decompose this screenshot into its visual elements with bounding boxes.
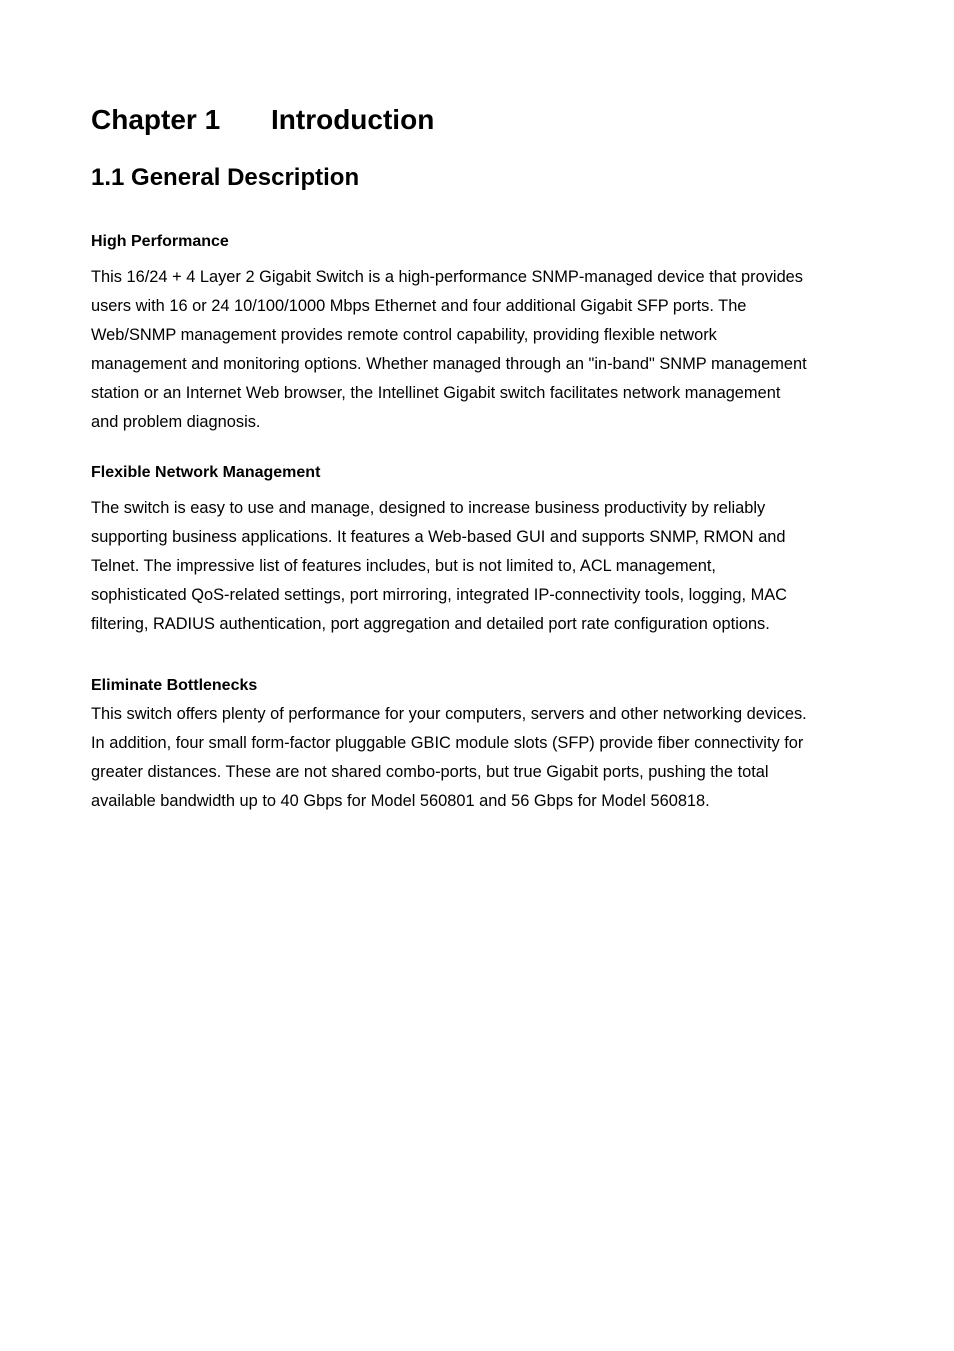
paragraph-line: and problem diagnosis.	[91, 413, 261, 431]
paragraph-line: users with 16 or 24 10/100/1000 Mbps Ethernet and four additional Gigabit SFP ports. The	[91, 297, 747, 315]
paragraph-line: In addition, four small form-factor pluggable GBIC module slots (SFP) provide fiber connectivity for	[91, 734, 804, 752]
paragraph-flexible-network-management	[91, 494, 866, 639]
paragraph-line: supporting business applications. It features a Web-based GUI and supports SNMP, RMON and	[91, 528, 786, 546]
chapter-title	[91, 102, 434, 138]
section-title: 1.1 General Description	[91, 164, 360, 191]
paragraph-line: management and monitoring options. Whether managed through an "in-band" SNMP management	[91, 355, 807, 373]
paragraph-line: filtering, RADIUS authentication, port aggregation and detailed port rate configuration options.	[91, 615, 770, 633]
paragraph-line: greater distances. These are not shared combo-ports, but true Gigabit ports, pushing the total	[91, 763, 769, 781]
paragraph-line: Web/SNMP management provides remote control capability, providing flexible network	[91, 326, 717, 344]
paragraph-line: sophisticated QoS-related settings, port mirroring, integrated IP-connectivity tools, logging, MAC	[91, 586, 788, 604]
paragraph-line: The switch is easy to use and manage, designed to increase business productivity by reliably	[91, 499, 766, 517]
chapter-number: Chapter 1	[91, 104, 221, 135]
chapter-name: Introduction	[271, 104, 435, 135]
paragraph-eliminate-bottlenecks	[91, 700, 866, 816]
subsection-heading-eliminate-bottlenecks: Eliminate Bottlenecks	[91, 677, 258, 694]
subsection-heading-flexible-network-management: Flexible Network Management	[91, 464, 321, 481]
paragraph-line: This 16/24 + 4 Layer 2 Gigabit Switch is a high-performance SNMP-managed device that provides	[91, 268, 803, 286]
paragraph-line: station or an Internet Web browser, the Intellinet Gigabit switch facilitates network management	[91, 384, 781, 402]
paragraph-line: available bandwidth up to 40 Gbps for Model 560801 and 56 Gbps for Model 560818.	[91, 792, 710, 810]
paragraph-high-performance	[91, 263, 866, 437]
paragraph-line: This switch offers plenty of performance for your computers, servers and other networking devices.	[91, 705, 807, 723]
subsection-heading-high-performance: High Performance	[91, 233, 229, 250]
paragraph-line: Telnet. The impressive list of features includes, but is not limited to, ACL management,	[91, 557, 716, 575]
